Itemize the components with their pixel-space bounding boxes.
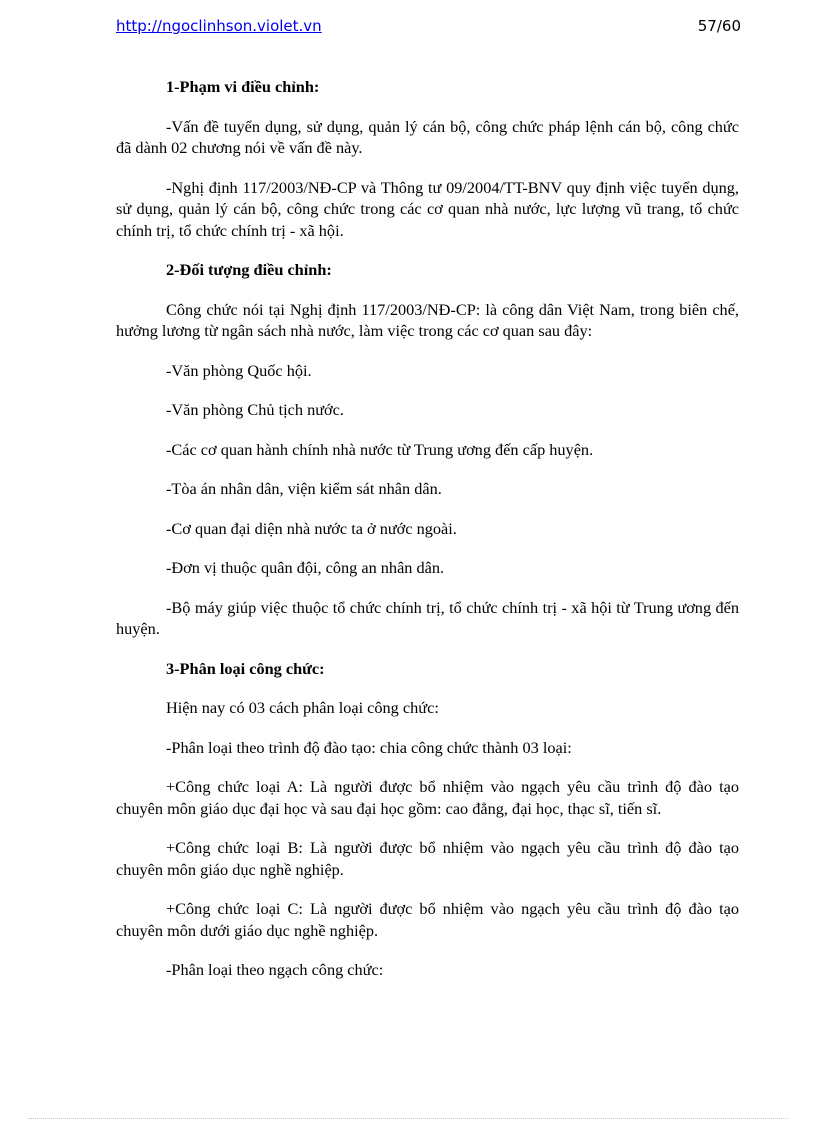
list-item: -Đơn vị thuộc quân đội, công an nhân dân. [166, 558, 445, 577]
paragraph: -Nghị định 117/2003/NĐ-CP và Thông tư 09/2004/TT-BNV quy định việc tuyển dụng, sử dụng, quản lý cán bộ, công chức trong các cơ quan nhà nước, lực lượng vũ trang, tổ chức chính trị, tổ chức chính trị - xã hội. [116, 177, 739, 240]
list-item: -Các cơ quan hành chính nhà nước từ Trung ương đến cấp huyện. [166, 439, 594, 459]
list-item: -Bộ máy giúp việc thuộc tổ chức chính trị, tổ chức chính trị - xã hội từ Trung ương đến huyện. [116, 597, 739, 638]
source-link[interactable]: http://ngoclinhson.violet.vn [116, 17, 322, 35]
paragraph: Công chức nói tại Nghị định 117/2003/NĐ-CP: là công dân Việt Nam, trong biên chế, hưởng lương từ ngân sách nhà nước, làm việc trong các cơ quan sau đây: [116, 299, 739, 340]
list-item: -Cơ quan đại diện nhà nước ta ở nước ngoài. [166, 518, 457, 538]
list-item: -Tòa án nhân dân, viện kiểm sát nhân dân. [166, 479, 442, 498]
paragraph: -Vấn đề tuyển dụng, sử dụng, quản lý cán bộ, công chức pháp lệnh cán bộ, công chức đã dành 02 chương nói về vấn đề này. [116, 116, 739, 157]
paragraph: -Phân loại theo ngạch công chức: [166, 960, 384, 979]
page-number: 57/60 [697, 17, 741, 35]
paragraph: Hiện nay có 03 cách phân loại công chức: [166, 698, 439, 717]
list-item: +Công chức loại C: Là người được bổ nhiệm vào ngạch yêu cầu trình độ đào tạo chuyên môn dưới giáo dục nghề nghiệp. [116, 899, 739, 940]
section-heading: 3-Phân loại công chức: [166, 658, 325, 678]
section-heading: 2-Đối tượng điều chỉnh: [166, 260, 332, 279]
list-item: +Công chức loại A: Là người được bổ nhiệm vào ngạch yêu cầu trình độ đào tạo chuyên môn giáo dục đại học và sau đại học gồm: cao đẳng, đại học, thạc sĩ, tiến sĩ. [116, 777, 739, 818]
document-body [116, 76, 739, 999]
page-header [116, 17, 741, 41]
paragraph: -Phân loại theo trình độ đào tạo: chia công chức thành 03 loại: [166, 737, 572, 757]
list-item: -Văn phòng Chủ tịch nước. [166, 400, 344, 419]
section-heading: 1-Phạm vi điều chỉnh: [166, 77, 320, 96]
list-item: +Công chức loại B: Là người được bổ nhiệm vào ngạch yêu cầu trình độ đào tạo chuyên môn giáo dục nghề nghiệp. [116, 838, 739, 879]
footer-divider [28, 1118, 788, 1119]
list-item: -Văn phòng Quốc hội. [166, 360, 312, 380]
